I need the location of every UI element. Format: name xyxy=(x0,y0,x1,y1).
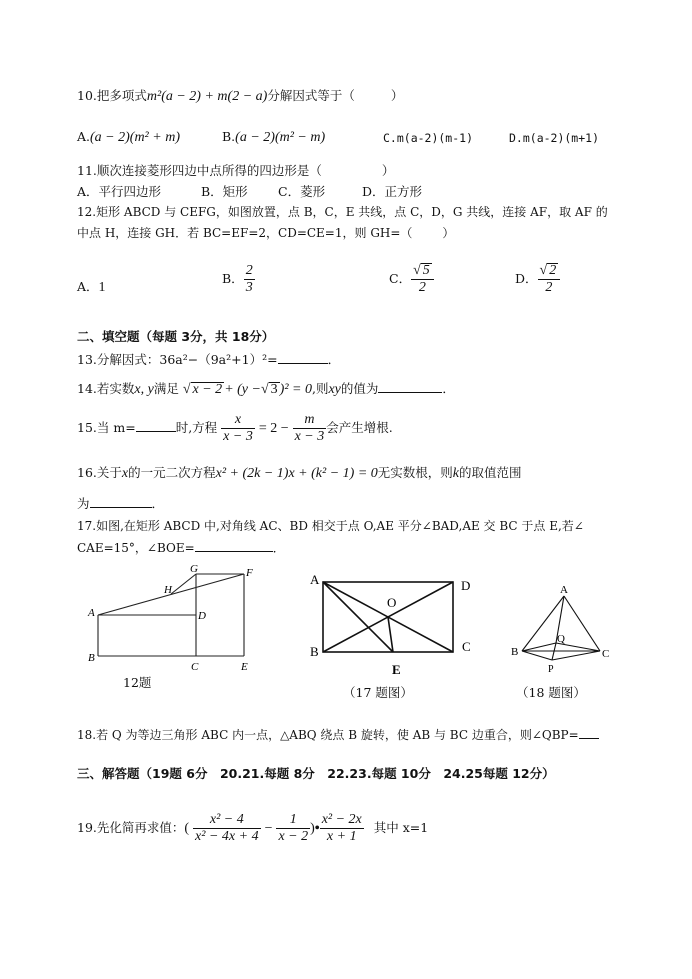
q18: 18.若 Q 为等边三角形 ABC 内一点，△ABQ 绕点 B 旋转，使 AB 与 BC 边重合，则∠QBP= xyxy=(77,726,599,743)
label-d: D xyxy=(198,610,206,622)
q19: 19.先化简再求值：( $\frac{\text{x² − 4}}{\text{x² − 4x + 4}}$ − $\frac{1}{x - 2}$ )• $\frac{\text{x² − 2x}}{x + 1}$ 其中 x=1 xyxy=(77,812,429,844)
label-c: C xyxy=(191,661,199,673)
segment-pc xyxy=(552,651,600,660)
q12-option-b: B． $\frac{2}{3}$ xyxy=(222,263,253,295)
q10-option-d: D.m(a-2)(m+1) xyxy=(509,131,600,145)
figure-17-caption: （17 题图） xyxy=(343,685,413,700)
label-e: E xyxy=(392,662,401,677)
q16-line2: 为 ． xyxy=(77,496,165,511)
q10-option-b: B.(a − 2)(m² − m) xyxy=(222,129,326,145)
label-d: D xyxy=(461,578,471,593)
label-q: Q xyxy=(557,633,565,645)
q11-stem: 11.顺次连接菱形四边中点所得的四边形是（ ） xyxy=(77,163,395,178)
q12-line1: 12.矩形 ABCD 与 CEFG，如图放置，点 B，C，E 共线，点 C，D，G 共线，连接 AF，取 AF 的 xyxy=(77,205,608,219)
section-2-title: 二、填空题（每题 3分，共 18分） xyxy=(77,329,275,344)
label-g: G xyxy=(190,563,198,575)
label-b: B xyxy=(88,652,95,664)
q10-stem: 10.把多项式m²(a − 2) + m(2 − a)分解因式等于（ ） xyxy=(77,88,404,104)
q12-option-a: A．1 xyxy=(77,279,106,295)
q17-line1: 17.如图,在矩形 ABCD 中,对角线 AC、BD 相交于点 O,AE 平分∠BAD,AE 交 BC 于点 E,若∠ xyxy=(77,519,584,533)
label-o: O xyxy=(387,595,397,610)
figure-18-caption: （18 题图） xyxy=(516,685,586,700)
label-h: H xyxy=(164,584,172,596)
label-b: B xyxy=(310,644,319,659)
label-p: P xyxy=(548,664,554,675)
label-a: A xyxy=(560,584,568,596)
label-a: A xyxy=(310,572,320,587)
q17-line2: CAE=15°，∠BOE= ． xyxy=(77,541,285,555)
figure-12 xyxy=(84,562,264,690)
label-c: C xyxy=(462,639,471,654)
label-a: A xyxy=(88,607,95,619)
q11-option-d: D．正方形 xyxy=(362,184,423,199)
q10-option-c: C.m(a-2)(m-1) xyxy=(383,131,474,145)
label-c: C xyxy=(602,648,610,660)
segment-bp xyxy=(522,651,552,660)
label-f: F xyxy=(246,567,253,579)
section-3-title: 三、解答题（19题 6分 20.21.每题 8分 22.23.每题 10分 24.25每题 12分） xyxy=(77,766,555,781)
q13: 13.分解因式：36a²−（9a²+1）²= ． xyxy=(77,352,341,367)
figure-17 xyxy=(306,570,478,680)
q12-option-d: D． $\frac{√ 2}{2}$ xyxy=(515,263,560,296)
q12-option-c: C． $\frac{√ 5}{2}$ xyxy=(389,263,434,296)
q10-option-a: A.(a − 2)(m² + m) xyxy=(77,129,180,145)
figure-12-caption: 12题 xyxy=(123,675,152,690)
q14: 14.若实数x, y满足 √ x − 2 + (y −√ 3 )² = 0,则xy的值为 ． xyxy=(77,381,455,397)
q15: 15.当 m= 时,方程 $\frac{x}{x - 3}$ = 2 − $\frac{m}{x - 3}$ 会产生增根. xyxy=(77,412,393,444)
figure-18 xyxy=(508,582,618,682)
label-e: E xyxy=(241,661,248,673)
q11-option-b: B．矩形 xyxy=(201,184,248,199)
q11-option-a: A．平行四边形 xyxy=(77,184,162,199)
q12-line2: 中点 H，连接 GH．若 BC=EF=2，CD=CE=1，则 GH=（ ） xyxy=(77,226,455,240)
segment-ae xyxy=(323,582,393,652)
label-b: B xyxy=(511,646,519,658)
q11-option-c: C．菱形 xyxy=(278,184,326,199)
side-ac xyxy=(564,596,600,651)
q16-line1: 16.关于x的一元二次方程x² + (2k − 1)x + (k² − 1) = 0无实数根，则k的取值范围 xyxy=(77,465,522,481)
